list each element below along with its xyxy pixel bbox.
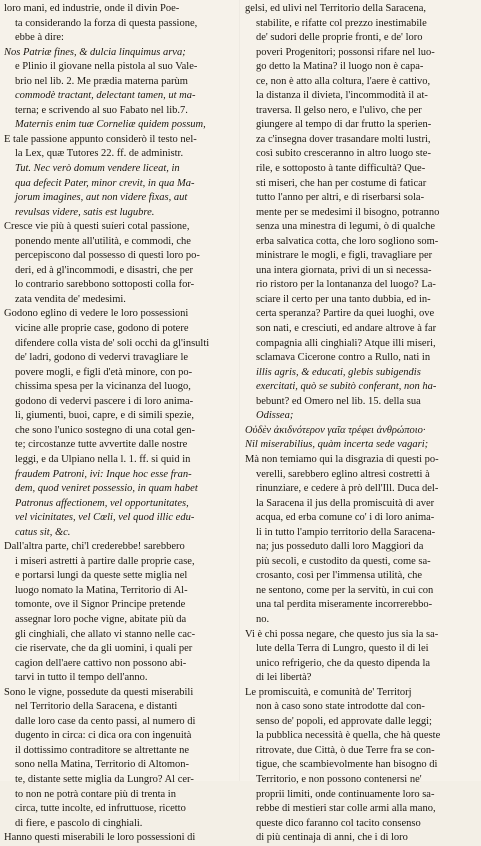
text-line: Vi è chi possa negare, che questo jus sia la sa-	[245, 628, 439, 640]
text-line: te; circostanze tutte avvertite dalle nostre	[15, 439, 188, 451]
text-line: così subito cresceranno in altro luogo ste-	[256, 148, 431, 160]
text-line: queste dico faranno col tacito consenso	[256, 817, 421, 829]
text-line: son nati, e cresciuti, ed andare altrove à far	[256, 323, 437, 335]
text-line: luogo nomato la Matina, Territorio di Al-	[15, 584, 188, 596]
text-line: no.	[256, 613, 270, 625]
text-line: godono di vedervi pascere i di loro anima-	[15, 395, 194, 407]
text-line: la pubblica necessità è quella, che hà queste	[256, 730, 441, 742]
text-line: exercitati, quò se subitò conferant, non ha-	[256, 381, 437, 393]
text-line: vicine alle proprie case, godono di potere	[15, 323, 189, 335]
text-line: ministrare le mogli, e figli, travagliare per	[256, 250, 433, 262]
text-line: bebunt? ed Omero nel lib. 15. della sua	[256, 395, 421, 407]
text-line: lo contrario sarebbono sottoposti colla for-	[15, 279, 195, 291]
text-line: Territorio, e non possono contenersi ne'	[256, 773, 422, 785]
text-line: giungere al tempo di dar frutto la sperien-	[256, 119, 432, 131]
text-line: una tal perdita miseramente incorrerebbo-	[256, 599, 433, 611]
text-line: lute della Terra di Lungro, questo il di lei	[256, 643, 429, 655]
text-line: Patronus affectionem, vel opportunitates,	[15, 497, 189, 509]
text-line: rio ristoro per la lontananza del luogo? La-	[256, 279, 436, 291]
text-line: sti miseri, che han per costume di faticar	[256, 177, 427, 189]
text-line: crosanto, così per l'immensa utilità, che	[256, 570, 423, 582]
text-line: E tale passione appunto considerò il testo nel-	[4, 133, 197, 145]
text-line: terna; e scrivendo al suo Fabato nel lib.7.	[15, 104, 188, 116]
text-line: proprii limiti, onde continuamente loro sa-	[256, 788, 435, 800]
text-line: Mà non temiamo qui la disgrazia di questi po-	[245, 453, 439, 465]
text-line: rebbe di mestieri star colle armi alla mano,	[256, 803, 436, 815]
text-line: li, giumenti, buoi, capre, e di simili spezie,	[15, 410, 195, 422]
text-line: rinunziare, e cedere à prò dell'Ill. Duca del-	[256, 483, 439, 495]
text-line: catus sit, &c.	[15, 526, 71, 538]
text-line: Οὐδὲν ἀκιδνότερον γαῖα τρέφει ἀνθρώποιο·	[245, 424, 426, 436]
text-line: traversa. Il gelso nero, e l'ulivo, che per	[256, 104, 422, 116]
text-line: dalle loro case da cento passi, al numero di	[15, 715, 196, 727]
text-line: Sono le vigne, possedute da questi miserabili	[4, 686, 194, 698]
text-line: deri, ed à gl'incommodi, e disastri, che per	[15, 264, 194, 276]
text-line: de' sudori delle proprie fronti, e de' loro	[256, 32, 423, 44]
text-line: la distanza il divieta, l'incommodità il at-	[256, 90, 428, 102]
text-line: la Saracena il jus della promiscuità di aver	[256, 497, 435, 509]
text-line: tutto l'anno per altri, e di riserbarsi sola-	[256, 192, 425, 204]
text-line: fraudem Patroni, ivi: Inque hoc esse fran-	[15, 468, 192, 480]
text-line: sciare il certo per una tanto dubbia, ed in-	[256, 293, 431, 305]
text-line: mente per se medesimi il bisogno, potranno	[256, 206, 440, 218]
text-line: ce, non è atto alla coltura, l'aere è cattivo,	[256, 75, 431, 87]
text-line: tigue, che scambievolmente han bisogno di	[256, 759, 438, 771]
text-line: la Lex, quæ Tutores 22. ff. de administr.	[15, 148, 184, 160]
text-line: di fiere, e pascolo di cinghiali.	[15, 817, 143, 829]
text-line: qua defecit Pater, minor crevit, in qua Ma-	[15, 177, 195, 189]
text-line: Hanno questi miserabili le loro possessioni di	[4, 832, 196, 844]
text-line: ebbe à dire:	[15, 32, 64, 44]
text-line: Odissea;	[256, 410, 294, 422]
text-line: brio nel lib. 2. Me prædia materna parùm	[15, 75, 188, 87]
text-line: rile, e sottoposto à tante difficultà? Que-	[256, 163, 426, 175]
left-text-column	[4, 2, 237, 846]
text-line: gelsi, ed ulivi nel Territorio della Saracena,	[245, 3, 427, 14]
text-line: to non ne potrà contare più di trenta in	[15, 788, 176, 800]
text-line: ritrovate, due Città, ò due Terre fra se con-	[256, 744, 435, 756]
text-line: za c'insegna dover trasandare molti lustri,	[256, 133, 431, 145]
text-line: il dottissimo contraditore se altrettante ne	[15, 744, 190, 756]
text-line: vel vicinitates, vel Cœli, vel quod illic edu-	[15, 512, 195, 524]
text-line: assegnar loro poche vigne, abitate più da	[15, 613, 187, 625]
text-line: una intera giornata, privi di un sì necessa-	[256, 264, 432, 276]
text-line: di più centinaja di anni, che i di loro	[256, 832, 408, 844]
text-line: Nil miserabilius, quàm incerta sede vagari;	[245, 439, 429, 451]
text-line: e portarsi lungi da queste sette miglia nel	[15, 570, 188, 582]
text-line: percepiscono dal possesso di questi loro po-	[15, 250, 200, 262]
text-line: loro mani, ed industrie, onde il divin Poe-	[4, 3, 180, 14]
text-line: jorum imagines, aut non videre fixas, aut	[15, 192, 188, 204]
text-line: li in tutto l'ampio territorio della Saracena-	[256, 526, 436, 538]
text-line: di lei libertà?	[256, 672, 312, 684]
text-line: tarvi in tutto il tempo dell'anno.	[15, 672, 148, 684]
text-line: na; jus posseduto dalli loro Maggiori da	[256, 541, 424, 553]
text-line: dem, quod veniret possessio, in quam habet	[15, 483, 198, 495]
text-line: non à caso sono state introdotte dal con-	[256, 701, 425, 713]
text-line: nel Territorio della Saracena, e distanti	[15, 701, 178, 713]
column-gutter	[239, 0, 240, 781]
text-line: senso de' popoli, ed approvate dalle leggi;	[256, 715, 432, 727]
text-line: senza una minestra di legumi, ò di qualche	[256, 221, 436, 233]
text-line: unico refrigerio, che da questo dipenda la	[256, 657, 431, 669]
text-line: povere mogli, e figli d'età minore, con po-	[15, 366, 193, 378]
text-line: ne sentono, come per la servitù, in cui con	[256, 584, 434, 596]
text-line: dugento in circa: ci dica ora con ingenuità	[15, 730, 192, 742]
text-line: sono nella Matina, Territorio di Altomon-	[15, 759, 190, 771]
text-line: erba salvatica cotta, che loro sogliono som-	[256, 235, 439, 247]
text-line: Godono eglino di vedere le loro possessioni	[4, 308, 189, 320]
text-line: tomonte, ove il Signor Principe pretende	[15, 599, 186, 611]
text-line: cagion dell'aere cattivo non possono abi-	[15, 657, 187, 669]
text-line: commodè tractant, delectant tamen, ut ma-	[15, 90, 196, 102]
text-line: ta considerando la forza di questa passione,	[15, 17, 198, 29]
text-line: acqua, ed erba comune co' i di loro anima-	[256, 512, 435, 524]
text-line: Cresce vie più à questi suíeri cotal passione,	[4, 221, 190, 233]
text-line: zata vendita de' medesimi.	[15, 293, 126, 305]
text-line: cie riservate, che da gli uomini, i quali per	[15, 643, 193, 655]
text-line: Maternis enim tuæ Corneliæ quidem possum,	[15, 119, 206, 131]
text-line: chissima spesa per la vicinanza del luogo,	[15, 381, 191, 393]
right-text-column	[245, 2, 478, 846]
text-line: compagnia alli cinghiali? Atque illi miseri,	[256, 337, 436, 349]
text-line: i miseri astretti à partire dalle proprie case,	[15, 555, 195, 567]
text-line: Tut. Nec verò domum vendere liceat, in	[15, 163, 180, 175]
text-line: gli cinghiali, che allato vi stanno nelle cac-	[15, 628, 196, 640]
text-line: che sono l'unico sostegno di una cotal gen-	[15, 424, 196, 436]
text-line: difendere colla vista de' soli occhi da gl'insulti	[15, 337, 210, 349]
text-line: verelli, sarebbero eglino altresì costretti à	[256, 468, 430, 480]
text-line: te, distante sette miglia da Lungro? Al cer-	[15, 773, 194, 785]
text-line: più secoli, e custodito da questi, come sa-	[256, 555, 431, 567]
text-line: leggi, e da Ulpiano nella l. 1. ff. si quid in	[15, 453, 191, 465]
text-line: de' ladri, godono di vedervi travagliare le	[15, 352, 189, 364]
text-line: illis agris, & educati, glebis subigendis	[256, 366, 421, 378]
text-line: Le promiscuità, e comunità de' Territorj	[245, 686, 412, 698]
text-line: e Plinio il giovane nella pistola al suo Vale-	[15, 61, 198, 73]
text-line: circa, tutte incolte, ed infruttuose, ricetto	[15, 803, 186, 815]
text-line: Dall'altra parte, chi'l crederebbe! sarebbero	[4, 541, 185, 553]
text-line: sclamava Cicerone contro a Rullo, nati in	[256, 352, 431, 364]
text-line: revulsas videre, satis est lugubre.	[15, 206, 155, 218]
text-line: poveri Progenitori; possonsi rifare nel luo-	[256, 46, 435, 58]
text-line: Nos Patriæ fines, & dulcia linquimus arva;	[4, 46, 186, 58]
text-line: certa speranza? Partire da quei luoghi, ove	[256, 308, 435, 320]
text-line: ponendo mente all'utilità, e commodi, che	[15, 235, 191, 247]
text-line: go detto la Matina? il luogo non è capa-	[256, 61, 424, 73]
text-line: stabilite, e rifatte col prezzo inestimabile	[256, 17, 427, 29]
